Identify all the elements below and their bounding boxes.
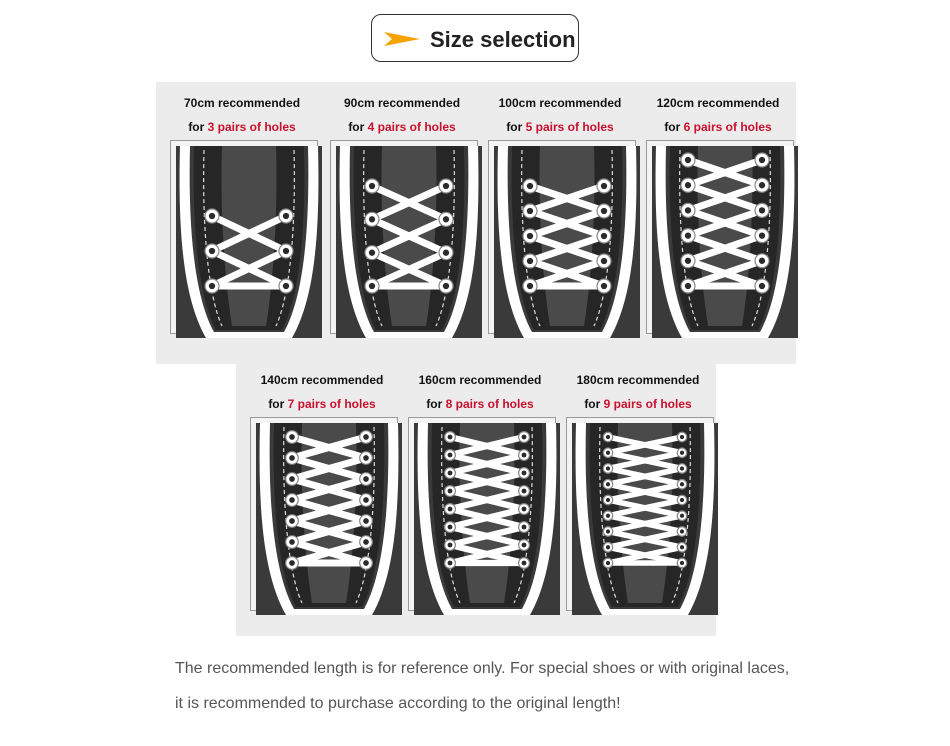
holes-count-label: 9 pairs of holes [603, 397, 692, 411]
size-option-card [482, 96, 638, 342]
holes-caption [164, 120, 320, 134]
holes-count-label: 5 pairs of holes [525, 120, 614, 134]
shoe-lacing-illustration [414, 423, 560, 615]
shoe-lacing-illustration [494, 146, 640, 338]
recommended-length-label: 120cm recommended [656, 96, 780, 110]
holes-prefix: for [188, 120, 208, 134]
holes-prefix: for [426, 397, 446, 411]
holes-count-label: 6 pairs of holes [683, 120, 772, 134]
holes-prefix: for [348, 120, 368, 134]
size-selection-header [371, 14, 579, 62]
recommended-length-label: 160cm recommended [418, 373, 542, 387]
holes-prefix: for [506, 120, 526, 134]
recommended-length-label: 100cm recommended [498, 96, 622, 110]
size-option-card [244, 373, 400, 619]
holes-prefix: for [268, 397, 288, 411]
shoe-lacing-illustration [256, 423, 402, 615]
holes-count-label: 4 pairs of holes [367, 120, 456, 134]
holes-caption [324, 120, 480, 134]
holes-caption [402, 397, 558, 411]
holes-count-label: 8 pairs of holes [445, 397, 534, 411]
recommended-length-label: 140cm recommended [260, 373, 384, 387]
holes-caption [244, 397, 400, 411]
size-option-card [324, 96, 480, 342]
holes-prefix: for [664, 120, 684, 134]
shoe-lacing-illustration [572, 423, 718, 615]
holes-count-label: 3 pairs of holes [207, 120, 296, 134]
holes-prefix: for [584, 397, 604, 411]
holes-caption [560, 397, 716, 411]
page-title: Size selection [430, 27, 576, 52]
recommended-length-label: 90cm recommended [343, 96, 461, 110]
size-option-card [560, 373, 716, 619]
note-line-1: The recommended length is for reference only. For special shoes or with original laces, [175, 660, 790, 677]
holes-caption [640, 120, 796, 134]
size-option-card [640, 96, 796, 342]
size-option-card [164, 96, 320, 342]
holes-caption [482, 120, 638, 134]
shoe-lacing-illustration [652, 146, 798, 338]
shoe-lacing-illustration [176, 146, 322, 338]
shoe-lacing-illustration [336, 146, 482, 338]
size-option-card [402, 373, 558, 619]
recommended-length-label: 180cm recommended [576, 373, 700, 387]
recommended-length-label: 70cm recommended [183, 96, 301, 110]
arrow-right-icon [384, 30, 420, 48]
note-line-2: it is recommended to purchase according to the original length! [175, 695, 621, 712]
holes-count-label: 7 pairs of holes [287, 397, 376, 411]
